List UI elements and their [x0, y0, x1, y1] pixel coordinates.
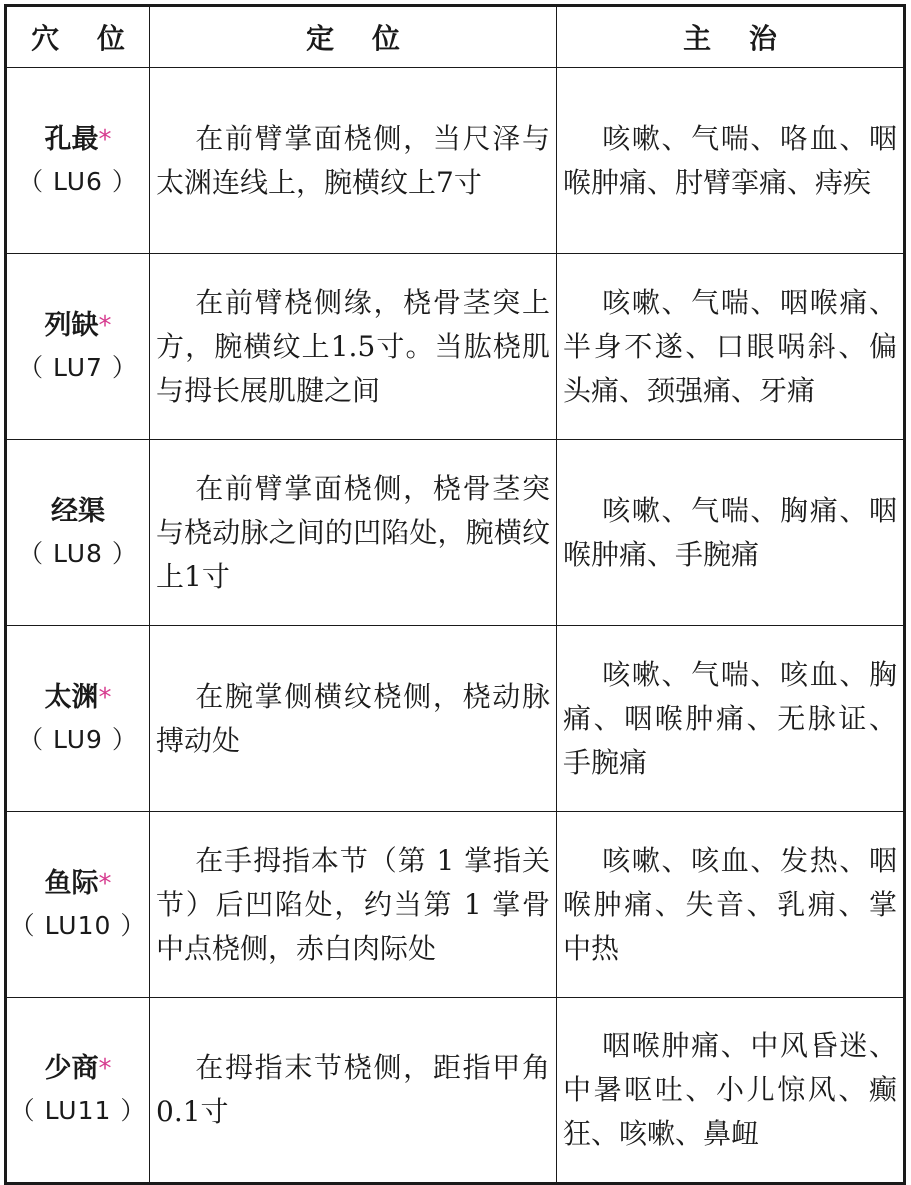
point-code: （ LU9 ） — [18, 724, 138, 754]
point-name: 列缺 — [44, 309, 99, 341]
header-location: 定 位 — [150, 6, 557, 68]
table-row — [6, 812, 905, 998]
indication-text: 咽喉肿痛、中风昏迷、中暑呕吐、小儿惊风、癫狂、咳嗽、鼻衄 — [563, 1029, 897, 1150]
location-cell — [150, 812, 557, 998]
indication-text: 咳嗽、气喘、咳血、胸痛、咽喉肿痛、无脉证、手腕痛 — [563, 657, 897, 779]
point-name-wrap — [7, 491, 149, 533]
header-indication: 主 治 — [557, 6, 905, 68]
table-row — [6, 626, 905, 812]
location-text: 在腕掌侧横纹桡侧，桡动脉搏动处 — [156, 679, 550, 757]
indication-cell — [557, 626, 905, 812]
point-name: 经渠 — [51, 495, 105, 527]
location-text: 在前臂掌面桡侧，当尺泽与太渊连线上，腕横纹上7寸 — [156, 121, 550, 199]
key-point-star: * — [98, 310, 112, 341]
point-name: 太渊 — [44, 681, 99, 713]
point-cell — [6, 68, 150, 254]
indication-cell — [557, 812, 905, 998]
point-name-wrap — [7, 677, 149, 719]
point-cell — [6, 440, 150, 626]
point-name-wrap — [7, 119, 149, 161]
indication-cell — [557, 998, 905, 1184]
point-name: 少商 — [44, 1053, 99, 1084]
point-name-wrap — [7, 1048, 149, 1090]
location-text: 在前臂桡侧缘，桡骨茎突上方，腕横纹上1.5寸。当肱桡肌与拇长展肌腱之间 — [156, 285, 550, 407]
location-cell — [150, 68, 557, 254]
point-name: 鱼际 — [44, 867, 99, 899]
key-point-star: * — [98, 682, 112, 713]
location-text: 在前臂掌面桡侧，桡骨茎突与桡动脉之间的凹陷处，腕横纹上1寸 — [156, 471, 550, 593]
point-code: （ LU11 ） — [9, 1096, 147, 1125]
key-point-star: * — [98, 124, 112, 155]
indication-text: 咳嗽、气喘、咽喉痛、半身不遂、口眼㖞斜、偏头痛、颈强痛、牙痛 — [563, 285, 897, 407]
indication-cell — [557, 440, 905, 626]
location-cell — [150, 254, 557, 440]
indication-text: 咳嗽、咳血、发热、咽喉肿痛、失音、乳痈、掌中热 — [563, 843, 897, 965]
indication-cell — [557, 68, 905, 254]
point-cell — [6, 254, 150, 440]
table-row — [6, 254, 905, 440]
header-point: 穴 位 — [6, 6, 150, 68]
acupoint-table — [4, 4, 906, 1185]
point-code: （ LU6 ） — [18, 166, 138, 196]
table-row — [6, 440, 905, 626]
point-code: （ LU7 ） — [18, 352, 138, 382]
key-point-star: * — [98, 868, 112, 899]
indication-cell — [557, 254, 905, 440]
location-cell — [150, 440, 557, 626]
table-row — [6, 998, 905, 1184]
point-cell — [6, 626, 150, 812]
location-cell — [150, 998, 557, 1184]
point-cell — [6, 998, 150, 1184]
table-row — [6, 68, 905, 254]
point-name: 孔最 — [44, 123, 99, 155]
point-code: （ LU10 ） — [9, 910, 147, 940]
point-name-wrap — [7, 863, 149, 905]
indication-text: 咳嗽、气喘、胸痛、咽喉肿痛、手腕痛 — [563, 493, 897, 571]
indication-text: 咳嗽、气喘、咯血、咽喉肿痛、肘臂挛痛、痔疾 — [563, 121, 897, 199]
point-code: （ LU8 ） — [18, 538, 138, 568]
location-cell — [150, 626, 557, 812]
point-name-wrap — [7, 305, 149, 347]
table-header-row — [6, 6, 905, 68]
point-cell — [6, 812, 150, 998]
location-text: 在拇指末节桡侧，距指甲角0.1寸 — [156, 1051, 550, 1128]
key-point-star: * — [98, 1054, 112, 1084]
location-text: 在手拇指本节（第 1 掌指关节）后凹陷处，约当第 1 掌骨中点桡侧，赤白肉际处 — [156, 843, 550, 965]
